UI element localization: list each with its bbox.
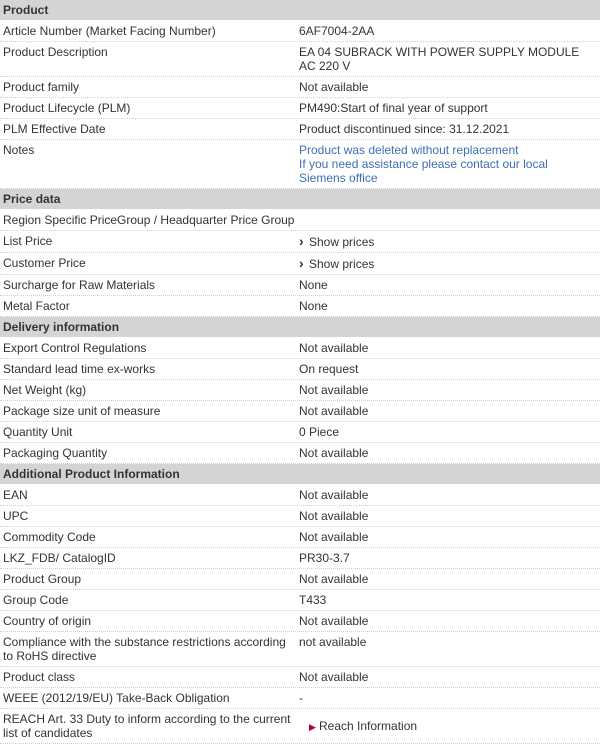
- row-value: not available: [299, 635, 367, 649]
- row-label: Net Weight (kg): [3, 383, 87, 397]
- row-value: [297, 140, 600, 188]
- row-label: Product Group: [3, 572, 82, 586]
- show-prices-label: Show prices: [309, 235, 375, 249]
- table-row: [0, 485, 600, 506]
- row-label: Customer Price: [3, 256, 86, 270]
- row-label: List Price: [3, 234, 53, 248]
- row-label: Commodity Code: [3, 530, 96, 544]
- row-value: Not available: [299, 404, 369, 418]
- table-row: [0, 422, 600, 443]
- row-label: Group Code: [3, 593, 69, 607]
- table-row: [0, 359, 600, 380]
- table-row: [0, 548, 600, 569]
- row-value: 6AF7004-2AA: [299, 24, 375, 38]
- table-row: [0, 401, 600, 422]
- table-row: [0, 231, 600, 253]
- row-label: Package size unit of measure: [3, 404, 161, 418]
- row-label: Notes: [3, 143, 35, 157]
- show-prices-label: Show prices: [309, 257, 375, 271]
- row-value: [297, 42, 600, 76]
- row-label: Product class: [3, 670, 76, 684]
- row-label: Product family: [3, 80, 80, 94]
- row-value: Not available: [299, 488, 369, 502]
- table-row: [0, 77, 600, 98]
- triangle-right-icon: ▶: [309, 722, 316, 732]
- row-label: LKZ_FDB/ CatalogID: [3, 551, 116, 565]
- row-value: Not available: [299, 80, 369, 94]
- row-label-line: to RoHS directive: [3, 649, 97, 663]
- table-row: [0, 527, 600, 548]
- table-row: [0, 275, 600, 296]
- row-label: Article Number (Market Facing Number): [3, 24, 216, 38]
- table-row: [0, 140, 600, 189]
- row-label: Metal Factor: [3, 299, 70, 313]
- table-row: [0, 688, 600, 709]
- row-label: Region Specific PriceGroup / Headquarter Price Group: [3, 213, 295, 227]
- table-row: [0, 21, 600, 42]
- table-row: [0, 338, 600, 359]
- table-row: [0, 632, 600, 667]
- row-label-line: Compliance with the substance restrictions according: [3, 635, 286, 649]
- table-row: [0, 611, 600, 632]
- row-value: None: [299, 299, 328, 313]
- reach-information-label: Reach Information: [319, 719, 418, 733]
- row-value: None: [299, 278, 328, 292]
- row-value: On request: [299, 362, 359, 376]
- table-row: [0, 98, 600, 119]
- table-row: [0, 709, 600, 744]
- row-value-line: EA 04 SUBRACK WITH POWER SUPPLY MODULE: [299, 45, 580, 59]
- row-label: WEEE (2012/19/EU) Take-Back Obligation: [3, 691, 230, 705]
- show-prices-link[interactable]: [299, 235, 374, 249]
- row-label: Product Lifecycle (PLM): [3, 101, 131, 115]
- section-header-price-data: Price data: [0, 189, 600, 210]
- row-label-line: REACH Art. 33 Duty to inform according to the current: [3, 712, 291, 726]
- row-value: Not available: [299, 383, 369, 397]
- chevron-right-icon: ›: [299, 233, 304, 249]
- row-value: Not available: [299, 509, 369, 523]
- row-value: T433: [299, 593, 327, 607]
- row-label: Product Description: [3, 45, 108, 59]
- row-label: Export Control Regulations: [3, 341, 147, 355]
- row-label-line: list of candidates: [3, 726, 93, 740]
- table-row: [0, 210, 600, 231]
- table-row: [0, 253, 600, 275]
- row-value: 0 Piece: [299, 425, 340, 439]
- table-row: [0, 506, 600, 527]
- deleted-notice: Product was deleted without replacement: [299, 143, 519, 157]
- row-value: PM490:Start of final year of support: [299, 101, 488, 115]
- row-label: UPC: [3, 509, 29, 523]
- row-value: PR30-3.7: [299, 551, 350, 565]
- chevron-right-icon: ›: [299, 255, 304, 271]
- row-value: Not available: [299, 530, 369, 544]
- table-row: [0, 42, 600, 77]
- table-row: [0, 667, 600, 688]
- row-label: Quantity Unit: [3, 425, 73, 439]
- row-value: Not available: [299, 572, 369, 586]
- row-label: [0, 709, 297, 743]
- assistance-note-line: Siemens office: [299, 171, 378, 185]
- row-value: Not available: [299, 446, 369, 460]
- table-row: [0, 380, 600, 401]
- section-header-product: Product: [0, 0, 600, 21]
- row-label: PLM Effective Date: [3, 122, 106, 136]
- table-row: [0, 569, 600, 590]
- row-value: [297, 210, 600, 230]
- row-label: Country of origin: [3, 614, 92, 628]
- row-value: Not available: [299, 614, 369, 628]
- table-row: [0, 443, 600, 464]
- row-label: Packaging Quantity: [3, 446, 108, 460]
- section-header-delivery-information: Delivery information: [0, 317, 600, 338]
- row-value: Not available: [299, 670, 369, 684]
- row-value: [297, 709, 600, 743]
- table-row: [0, 296, 600, 317]
- row-value: [297, 253, 600, 274]
- row-value: Product discontinued since: 31.12.2021: [299, 122, 510, 136]
- row-label: Surcharge for Raw Materials: [3, 278, 156, 292]
- row-value: -: [299, 691, 303, 705]
- reach-information-link[interactable]: [309, 719, 417, 734]
- row-value: [297, 231, 600, 252]
- row-label: [0, 632, 297, 666]
- row-value: Not available: [299, 341, 369, 355]
- row-value-line: AC 220 V: [299, 59, 351, 73]
- row-label: EAN: [3, 488, 28, 502]
- row-label: Standard lead time ex-works: [3, 362, 156, 376]
- table-row: [0, 119, 600, 140]
- section-header-additional-product-information: Additional Product Information: [0, 464, 600, 485]
- assistance-note-line: If you need assistance please contact our local: [299, 157, 548, 171]
- show-prices-link[interactable]: [299, 257, 374, 271]
- table-row: [0, 590, 600, 611]
